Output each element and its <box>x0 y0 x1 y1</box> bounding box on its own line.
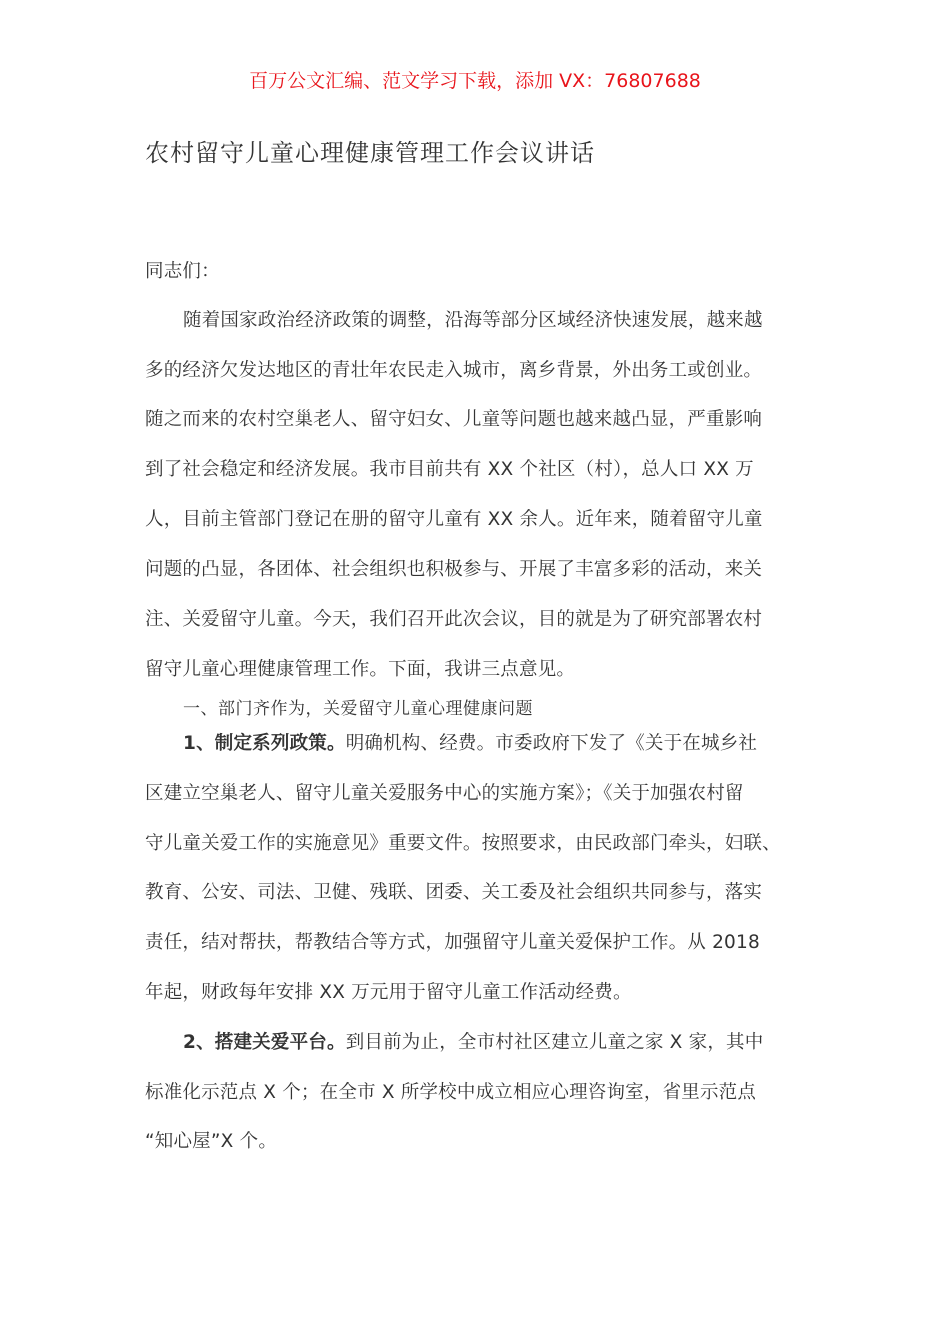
item-2-line: 标准化示范点 X 个；在全市 X 所学校中成立相应心理咨询室，省里示范点 <box>145 1082 757 1103</box>
item-1-line: 教育、公安、司法、卫健、残联、团委、关工委及社会组织共同参与，落实 <box>145 882 763 903</box>
item-2-line: “知心屋”X 个。 <box>145 1131 278 1152</box>
item-1-line: 责任，结对帮扶，帮教结合等方式，加强留守儿童关爱保护工作。从 2018 <box>145 932 760 953</box>
paragraph-1-line: 人，目前主管部门登记在册的留守儿童有 XX 余人。近年来，随着留守儿童 <box>145 509 763 530</box>
item-2-first-line-text: 到目前为止，全市村社区建立儿童之家 X 家，其中 <box>345 1032 764 1053</box>
item-1-first-line-text: 明确机构、经费。市委政府下发了《关于在城乡社 <box>345 733 758 754</box>
paragraph-1-line: 多的经济欠发达地区的青壮年农民走入城市，离乡背景，外出务工或创业。 <box>145 360 763 381</box>
paragraph-1-line: 问题的凸显，各团体、社会组织也积极参与、开展了丰富多彩的活动，来关 <box>145 559 763 580</box>
paragraph-1-line: 到了社会稳定和经济发展。我市目前共有 XX 个社区（村），总人口 XX 万 <box>145 459 754 480</box>
item-1-line: 年起，财政每年安排 XX 万元用于留守儿童工作活动经费。 <box>145 982 632 1003</box>
paragraph-1-line: 随着国家政治经济政策的调整，沿海等部分区域经济快速发展，越来越 <box>183 310 763 331</box>
paragraph-1-line: 注、关爱留守儿童。今天，我们召开此次会议，目的就是为了研究部署农村 <box>145 609 763 630</box>
item-2-lead: 2、搭建关爱平台。 <box>183 1032 346 1053</box>
section-1-heading: 一、部门齐作为，关爱留守儿童心理健康问题 <box>183 699 533 719</box>
item-2-first-line <box>183 1028 763 1054</box>
item-1-line: 守儿童关爱工作的实施意见》重要文件。按照要求，由民政部门牵头，妇联、 <box>145 833 781 854</box>
paragraph-1-line: 随之而来的农村空巢老人、留守妇女、儿童等问题也越来越凸显，严重影响 <box>145 409 763 430</box>
paragraph-1-line: 留守儿童心理健康管理工作。下面，我讲三点意见。 <box>145 659 576 680</box>
item-1-line: 区建立空巢老人、留守儿童关爱服务中心的实施方案》；《关于加强农村留 <box>145 783 744 804</box>
document-title: 农村留守儿童心理健康管理工作会议讲话 <box>145 139 595 167</box>
salutation: 同志们： <box>145 261 220 282</box>
item-1-first-line <box>183 729 757 755</box>
item-1-lead: 1、制定系列政策。 <box>183 733 346 754</box>
header-banner: 百万公文汇编、范文学习下载，添加 VX：76807688 <box>249 70 701 92</box>
